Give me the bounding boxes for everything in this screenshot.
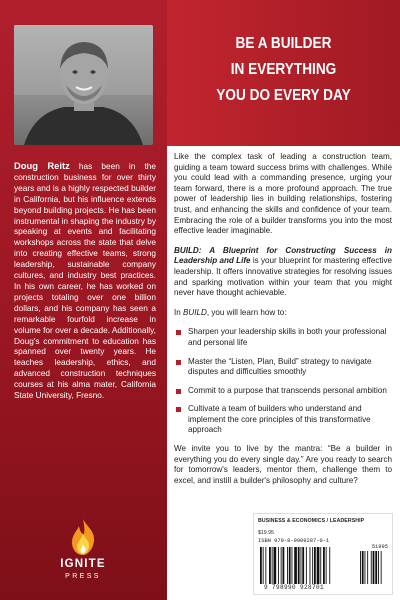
closing-paragraph: We invite you to live by the mantra: “Be a builder in everything you do every single day.” Are you ready to search for tomorrow's leaders, mentor them, challenge them to excel, and instill a builder's philosophy and culture?: [174, 444, 392, 485]
intro-paragraph: Like the complex task of leading a construction team, guiding a team toward success brims with challenges. While you could lead with a commanding presence, urging your team forward, there is a more profound approach. The true power of leadership lies in building relationships, fostering trust, and enhancing the skills and confidence of your team. Embracing the role of a builder transforms you into the most effective leader imaginable.: [174, 152, 392, 236]
bullet-square-icon: [176, 407, 181, 412]
barcode-number: 9 798990 928701: [264, 584, 325, 591]
bullet-item: Cultivate a team of builders who understand and implement the core principles of this transformative approach: [174, 404, 392, 436]
isbn-label: ISBN 979-8-9909287-0-1: [258, 538, 330, 544]
book-short-title: BUILD: [183, 307, 207, 317]
publisher-logo: [51, 518, 115, 588]
publisher-press: PRESS: [65, 573, 101, 580]
author-photo: [14, 25, 153, 145]
flame-icon: [67, 518, 99, 556]
bullet-square-icon: [176, 330, 181, 335]
blueprint-text: is your blueprint for mastering effective leadership. It offers innovative strategies for resolving issues and sparking motivation within your team that you might never have thought achievable.: [174, 256, 392, 298]
bullet-square-icon: [176, 360, 181, 365]
barcode-icon: [258, 547, 388, 584]
learn-lead-in: In BUILD, you will learn how to:: [174, 307, 287, 317]
bullet-item: Sharpen your leadership skills in both your professional and personal life: [174, 327, 392, 348]
price-code: 51995: [371, 544, 388, 550]
author-bio: [14, 161, 156, 401]
category-label: BUSINESS & ECONOMICS / LEADERSHIP: [258, 518, 365, 524]
publisher-name: IGNITE: [60, 558, 106, 570]
blueprint-paragraph: [174, 246, 392, 299]
tagline-band: [167, 0, 400, 146]
price-label: $19.95: [258, 530, 274, 536]
author-column: [0, 0, 167, 600]
tagline: [181, 31, 386, 109]
book-full-title: BUILD: A Blueprint for Constructing Success in Leadership and Life: [174, 245, 392, 266]
bullet-item: Master the “Listen, Plan, Build” strategy to navigate disputes and difficulties smoothly: [174, 357, 392, 378]
tagline-line-3: YOU DO EVERY DAY: [216, 87, 351, 104]
tagline-line-1: BE A BUILDER: [235, 35, 332, 52]
bullet-item: Commit to a purpose that transcends personal ambition: [174, 386, 392, 397]
bullet-square-icon: [176, 389, 181, 394]
author-name: Doug Reitz: [14, 160, 70, 171]
learning-bullets: [174, 327, 392, 436]
barcode-block: [253, 513, 393, 595]
author-bio-text: has been in the construction business for over thirty years and is a highly respected builder in California, but his influence extends beyond building projects. He has been instrumental in shaping the industry by speaking at events and facilitating workshops across the state that delve into creating effective teams, strong leadership, sustainable company cultures, and industry best practices. In his own career, he has worked on projects totaling over one billion dollars, and his company has seen a remarkable fourfold increase in volume for over a decade. Additionally, Doug's commitment to education has spanned over twenty years. He teaches leadership, ethics, and advanced construction techniques courses at his alma mater, California State University, Fresno.: [14, 161, 156, 401]
tagline-line-2: IN EVERYTHING: [230, 61, 337, 78]
description-body: [174, 152, 392, 495]
